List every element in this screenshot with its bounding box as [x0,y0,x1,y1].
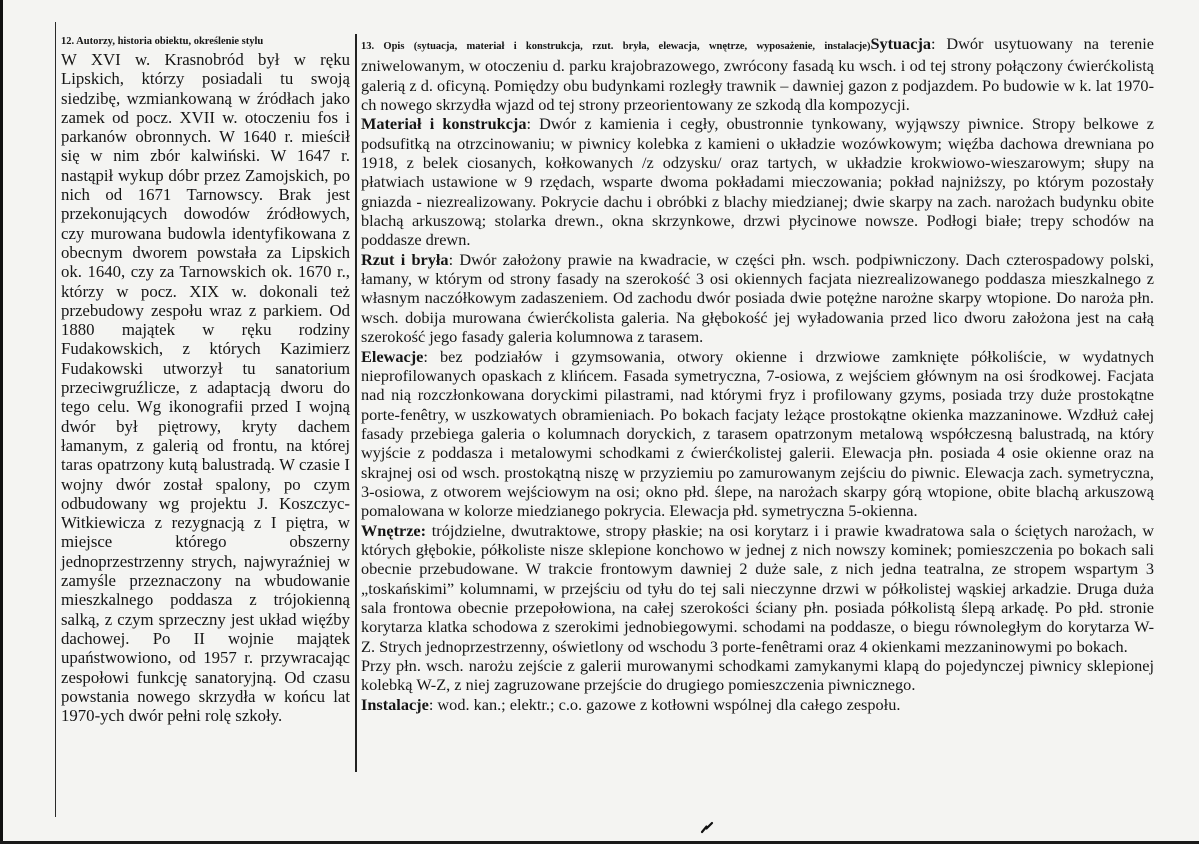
text-instalacje: : wod. kan.; elektr.; c.o. gazowe z kotłowni wspólnej dla całego zespołu. [428,694,901,714]
section-13-column [361,34,1154,714]
paragraph-sytuacja [361,34,1154,114]
text-piwnica: Przy płn. wsch. narożu zejście z galerii murowanymi schodkami zamykanymi klapą do pojedynczej piwnicy sklepionej kolebką W-Z, z niej zagruzowane przejście do drugiego pomieszczenia piwnicznego. [361,656,1154,695]
text-elewacje: : bez podziałów i gzymsowania, otwory okienne i drzwiowe zamknięte półkoliście, w wydatnych nieprofilowanych opaskach z klińcem. Fasada symetryczna, 7-osiowa, z wejściem głównym na osi środkowej. Facjata nad nią rozczłonkowana doryckimi pilastrami, nad którymi fryz i profilowany gzyms, posiada trzy duże prostokątne porte-fenêtry, w uszkowatych obramieniach. Po bokach facjaty leżące prostokątne okienka mazzaninowe. Wzdłuż całej fasady przebiega galeria o kolumnach doryckich, z tarasem opatrzonym metalową współczesną balustradą, na który wyjście z poddasza i metalowymi schodkami z ćwierćkolistej galerii. Elewacja płn. posiada 4 osie okienne oraz na skrajnej osi od wsch. prostokątną niszę w przyziemiu po zamurowanym zejściu do piwnic. Elewacja zach. symetryczna, 3-osiowa, z otworem wejściowym na osi; okno płd. ślepe, na narożach skarpy górą wtopione, obite blachą arkuszową pomalowana w kolorze miedzianego pokrycia. Elewacja płd. symetryczna 5-okienna. [361,346,1154,521]
scan-edge-left [0,0,3,844]
label-instalacje: Instalacje [361,694,429,714]
paragraph-elewacje [361,347,1154,521]
paragraph-instalacje [361,695,1154,714]
section-12-heading: 12. Autorzy, historia obiektu, określenie stylu [61,36,264,47]
text-rzut: : Dwór założony prawie na kwadracie, w części płn. wsch. podpiwniczony. Dach czterospadowy polski, łamany, w którym od strony fasady na szerokość 3 osi okiennych facjata niezrealizowanego poddasza mieszkalnego z własnym naczółkowym zadaszeniem. Od zachodu dwór posiada dwie potężne narożne skarpy wtopione. Do naroża płn. wsch. dobija murowana ćwierćkolista galeria. Na głębokość jej wyładowania przed lico dworu założona jest na całą szerokość jego fasady galeria kolumnowa z tarasem. [361,249,1154,347]
section-12-text: W XVI w. Krasnobród był w ręku Lipskich, którzy posiadali tu swoją siedzibę, wzmiankowaną w źródłach jako zamek od pocz. XVII w. otoczeniu fos i parkanów obronnych. W 1640 r. mieścił się w nim zbór kalwiński. W 1647 r. nastąpił wykup dóbr przez Zamojskich, po nich od 1671 Tarnowscy. Brak jest przekonujących dowodów źródłowych, czy murowana budowla identyfikowana z obecnym dworem powstała za Lipskich ok. 1640, czy za Tarnowskich ok. 1670 r., którzy w pocz. XIX w. dokonali też przebudowy zespołu wraz z parkiem. Od 1880 majątek w ręku rodziny Fudakowskich, z których Kazimierz Fudakowski utworzył tu sanatorium przeciwgruźlicze, z adaptacją dworu do tego celu. Wg ikonografii przed I wojną dwór był piętrowy, kryty dachem łamanym, z galerią od frontu, na której taras opatrzony kutą balustradą. W czasie I wojny dwór został spalony, po czym odbudowany wg projektu J. Koszczyc-Witkiewicza z rezygnacją z I piętra, w miejsce którego obszerny jednoprzestrzenny strych, najwyraźniej w zamyśle przeznaczony na wbudowanie mieszkalnego poddasza z trójokienną salką, z czym sprzeczny jest układ więźby dachowej. Po II wojnie majątek upaństwowiono, od 1957 r. przywracając zespołowi funkcję sanatoryjną. Od czasu powstania nowego skrzydła w końcu lat 1970-ych dwór pełni rolę szkoły. [61,50,350,726]
paragraph-piwnica [361,656,1154,695]
section-13-heading: 13. Opis (sytuacja, materiał i konstrukcja, rzut. bryła, elewacja, wnętrze, wyposażenie, instalacje) [361,41,871,52]
paragraph-material [361,114,1154,249]
label-material: Materiał i konstrukcja [361,114,527,134]
column-divider [355,34,357,772]
text-sytuacja: : Dwór usytuowany na terenie zniwelowanym, w otoczeniu d. parku krajobrazowego, zwrócony fasadą ku wsch. i od tej strony połączony ćwierćkolistą galerią z d. oficyną. Pomiędzy obu budynkami rozległy trawnik – dawniej gazon z podjazdem. Po budowie w k. lat 1970-ch nowego skrzydła wjazd od tej strony przeorientowany ze szkodą dla kompozycji. [361,34,1154,115]
label-sytuacja: Sytuacja [870,34,932,53]
pen-mark-icon [700,820,714,834]
label-elewacje: Elewacje [361,346,424,366]
text-wnetrze: trójdzielne, dwutraktowe, stropy płaskie; na osi korytarz i i prawie kwadratowa sala o ściętych narożach, w których głębokie, półkoliste nisze sklepione konchowo w jednej z nich nowszy kominek; pomieszczenia po bokach sali obecnie przebudowane. W trakcie frontowym dawniej 2 duże sale, z nich jedna teatralna, ze stropem wspartym 3 „toskańskimi” kolumnami, w przejściu od tyłu do tej sali nieczynne drzwi w półkolistej wąskiej arkadzie. Druga duża sala frontowa obecnie przepołowiona, na całej szerokości ściany płn. posiada półkolistą ślepą arkadę. Po płd. stronie korytarza klatka schodowa z szerokimi jednobiegowymi. schodami na poddasze, o biegu równoległym do korytarza W-Z. Strych jednoprzestrzenny, oświetlony od wschodu 3 porte-fenêtrami oraz 4 okienkami mezzaninowymi po bokach. [361,520,1154,656]
paragraph-wnetrze [361,521,1154,656]
text-material: : Dwór z kamienia i cegły, obustronnie tynkowany, wyjąwszy piwnice. Stropy belkowe z podsufitką na otrzcinowaniu; w piwnicy kolebka z kamieni o układzie wozówkowym; więźba dachowa drewniana po 1918, z belek ciosanych, kołkowanych /z odzysku/ oraz tartych, w układzie krokwiowo-wieszarowym; słupy na płatwiach ustawione w 9 rzędach, wsparte dwoma pokładami mieczowania; pokład najniższy, po którym pozostały gniazda - niezrealizowany. Pokrycie dachu i obróbki z blachy miedzianej; dwie skarpy na zach. narożach budynku obite blachą arkuszową; stolarka drewn., okna skrzynkowe, drzwi płycinowe nowsze. Podłogi białe; trepy schodów na poddasze drewn. [361,114,1154,250]
label-wnetrze: Wnętrze: [361,520,427,540]
label-rzut: Rzut i bryła [361,249,449,269]
paragraph-rzut [361,250,1154,347]
section-12-column [61,34,350,725]
